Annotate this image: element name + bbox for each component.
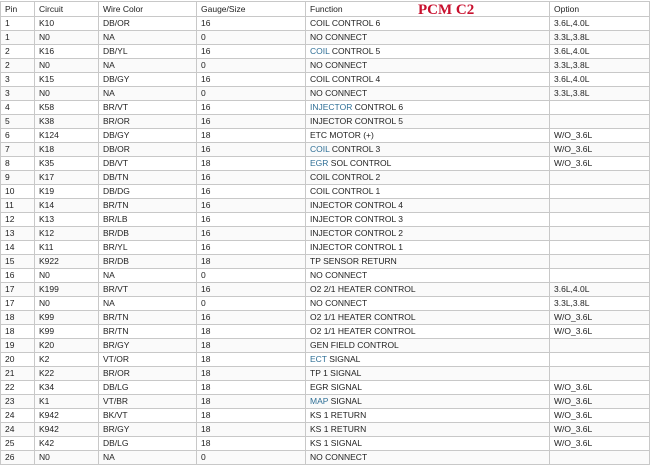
pin-cell: 24: [1, 409, 35, 423]
circuit-cell: K11: [35, 241, 99, 255]
circuit-cell: K19: [35, 185, 99, 199]
function-text: NO CONNECT: [310, 452, 368, 462]
function-text: O2 1/1 HEATER CONTROL: [310, 312, 416, 322]
gauge-cell: 16: [197, 213, 306, 227]
table-row: [1, 437, 650, 451]
function-cell: [306, 395, 550, 409]
circuit-cell: K99: [35, 311, 99, 325]
pin-cell: 5: [1, 115, 35, 129]
pin-cell: 3: [1, 87, 35, 101]
function-text: SIGNAL: [328, 396, 362, 406]
table-row: [1, 381, 650, 395]
option-cell: W/O_3.6L: [550, 423, 650, 437]
option-cell: [550, 199, 650, 213]
gauge-cell: 16: [197, 227, 306, 241]
function-text: NO CONNECT: [310, 298, 368, 308]
function-text: NO CONNECT: [310, 60, 368, 70]
function-text: CONTROL 5: [329, 46, 381, 56]
function-text: O2 2/1 HEATER CONTROL: [310, 284, 416, 294]
wire-color-cell: BK/VT: [99, 409, 197, 423]
pin-cell: 25: [1, 437, 35, 451]
function-text: ETC MOTOR (+): [310, 130, 374, 140]
function-cell: [306, 31, 550, 45]
circuit-cell: K58: [35, 101, 99, 115]
circuit-cell: K34: [35, 381, 99, 395]
function-text: KS 1 RETURN: [310, 424, 367, 434]
table-row: [1, 409, 650, 423]
function-text: CONTROL 3: [329, 144, 381, 154]
wire-color-cell: BR/TN: [99, 311, 197, 325]
pin-cell: 2: [1, 59, 35, 73]
circuit-cell: K13: [35, 213, 99, 227]
function-term-link[interactable]: INJECTOR: [310, 102, 353, 112]
table-row: [1, 45, 650, 59]
gauge-cell: 18: [197, 157, 306, 171]
circuit-cell: K35: [35, 157, 99, 171]
table-row: [1, 115, 650, 129]
header-gauge-size: Gauge/Size: [197, 2, 306, 17]
function-term-link[interactable]: MAP: [310, 396, 329, 406]
pin-cell: 22: [1, 381, 35, 395]
function-text: COIL CONTROL 1: [310, 186, 381, 196]
circuit-cell: N0: [35, 59, 99, 73]
function-text: INJECTOR CONTROL 3: [310, 214, 404, 224]
table-row: [1, 171, 650, 185]
function-cell: [306, 129, 550, 143]
circuit-cell: K99: [35, 325, 99, 339]
pin-cell: 18: [1, 311, 35, 325]
option-cell: W/O_3.6L: [550, 395, 650, 409]
circuit-cell: K12: [35, 227, 99, 241]
function-cell: [306, 255, 550, 269]
gauge-cell: 0: [197, 31, 306, 45]
function-cell: [306, 171, 550, 185]
table-row: [1, 423, 650, 437]
circuit-cell: K17: [35, 171, 99, 185]
function-cell: [306, 409, 550, 423]
function-cell: [306, 227, 550, 241]
function-text: KS 1 RETURN: [310, 410, 367, 420]
table-row: [1, 17, 650, 31]
wire-color-cell: BR/GY: [99, 423, 197, 437]
circuit-cell: N0: [35, 297, 99, 311]
gauge-cell: 16: [197, 115, 306, 129]
pin-cell: 20: [1, 353, 35, 367]
function-cell: [306, 157, 550, 171]
circuit-cell: N0: [35, 451, 99, 465]
gauge-cell: 16: [197, 73, 306, 87]
function-cell: [306, 283, 550, 297]
circuit-cell: K124: [35, 129, 99, 143]
option-cell: 3.6L,4.0L: [550, 45, 650, 59]
wire-color-cell: BR/VT: [99, 283, 197, 297]
gauge-cell: 18: [197, 423, 306, 437]
wire-color-cell: DB/GY: [99, 73, 197, 87]
gauge-cell: 18: [197, 381, 306, 395]
gauge-cell: 0: [197, 269, 306, 283]
gauge-cell: 18: [197, 129, 306, 143]
pin-cell: 11: [1, 199, 35, 213]
option-cell: W/O_3.6L: [550, 437, 650, 451]
function-text: TP SENSOR RETURN: [310, 256, 397, 266]
pin-cell: 7: [1, 143, 35, 157]
function-text: O2 1/1 HEATER CONTROL: [310, 326, 416, 336]
header-function: Function: [306, 2, 550, 17]
function-cell: [306, 115, 550, 129]
pin-cell: 3: [1, 73, 35, 87]
gauge-cell: 16: [197, 283, 306, 297]
function-cell: [306, 143, 550, 157]
function-cell: [306, 45, 550, 59]
table-row: [1, 255, 650, 269]
option-cell: 3.6L,4.0L: [550, 73, 650, 87]
pin-cell: 19: [1, 339, 35, 353]
table-body: [1, 17, 650, 465]
circuit-cell: K10: [35, 17, 99, 31]
option-cell: W/O_3.6L: [550, 129, 650, 143]
header-row: [1, 2, 650, 17]
wire-color-cell: BR/VT: [99, 101, 197, 115]
wire-color-cell: NA: [99, 297, 197, 311]
pin-cell: 1: [1, 31, 35, 45]
table-row: [1, 185, 650, 199]
option-cell: [550, 269, 650, 283]
function-cell: [306, 199, 550, 213]
circuit-cell: K15: [35, 73, 99, 87]
circuit-cell: K2: [35, 353, 99, 367]
document-title: PCM C2: [418, 2, 475, 18]
circuit-cell: N0: [35, 269, 99, 283]
circuit-cell: K20: [35, 339, 99, 353]
wire-color-cell: BR/GY: [99, 339, 197, 353]
pin-cell: 16: [1, 269, 35, 283]
wire-color-cell: VT/BR: [99, 395, 197, 409]
gauge-cell: 16: [197, 17, 306, 31]
wire-color-cell: NA: [99, 269, 197, 283]
wire-color-cell: BR/DB: [99, 227, 197, 241]
function-cell: [306, 73, 550, 87]
function-cell: [306, 213, 550, 227]
function-text: NO CONNECT: [310, 88, 368, 98]
gauge-cell: 18: [197, 353, 306, 367]
circuit-cell: K14: [35, 199, 99, 213]
circuit-cell: K942: [35, 423, 99, 437]
gauge-cell: 16: [197, 101, 306, 115]
option-cell: [550, 171, 650, 185]
wire-color-cell: DB/LG: [99, 437, 197, 451]
function-text: INJECTOR CONTROL 5: [310, 116, 404, 126]
pin-cell: 4: [1, 101, 35, 115]
gauge-cell: 0: [197, 59, 306, 73]
function-term-link[interactable]: COIL: [310, 144, 330, 154]
table-row: [1, 311, 650, 325]
gauge-cell: 18: [197, 395, 306, 409]
option-cell: [550, 353, 650, 367]
function-cell: [306, 325, 550, 339]
wire-color-cell: DB/GY: [99, 129, 197, 143]
function-text: KS 1 SIGNAL: [310, 438, 362, 448]
option-cell: 3.3L,3.8L: [550, 59, 650, 73]
function-term-link[interactable]: COIL: [310, 46, 330, 56]
option-cell: [550, 227, 650, 241]
pin-cell: 26: [1, 451, 35, 465]
circuit-cell: K922: [35, 255, 99, 269]
pin-cell: 9: [1, 171, 35, 185]
wire-color-cell: DB/OR: [99, 143, 197, 157]
gauge-cell: 16: [197, 199, 306, 213]
circuit-cell: N0: [35, 31, 99, 45]
gauge-cell: 18: [197, 339, 306, 353]
table-row: [1, 73, 650, 87]
wire-color-cell: NA: [99, 31, 197, 45]
function-cell: [306, 451, 550, 465]
gauge-cell: 18: [197, 255, 306, 269]
pin-cell: 13: [1, 227, 35, 241]
circuit-cell: K22: [35, 367, 99, 381]
function-text: NO CONNECT: [310, 32, 368, 42]
option-cell: W/O_3.6L: [550, 325, 650, 339]
wire-color-cell: NA: [99, 87, 197, 101]
table-row: [1, 325, 650, 339]
table-row: [1, 269, 650, 283]
pin-cell: 14: [1, 241, 35, 255]
table-row: [1, 31, 650, 45]
function-term-link[interactable]: ECT: [310, 354, 327, 364]
wire-color-cell: BR/TN: [99, 199, 197, 213]
function-cell: [306, 297, 550, 311]
function-text: INJECTOR CONTROL 1: [310, 242, 404, 252]
table-row: [1, 339, 650, 353]
gauge-cell: 18: [197, 437, 306, 451]
pin-cell: 2: [1, 45, 35, 59]
circuit-cell: K42: [35, 437, 99, 451]
table-row: [1, 353, 650, 367]
wire-color-cell: DB/DG: [99, 185, 197, 199]
table-row: [1, 157, 650, 171]
gauge-cell: 18: [197, 367, 306, 381]
function-text: COIL CONTROL 2: [310, 172, 381, 182]
function-cell: [306, 423, 550, 437]
wire-color-cell: BR/TN: [99, 325, 197, 339]
option-cell: [550, 339, 650, 353]
function-cell: [306, 311, 550, 325]
table-row: [1, 101, 650, 115]
wire-color-cell: DB/TN: [99, 171, 197, 185]
function-cell: [306, 381, 550, 395]
gauge-cell: 18: [197, 409, 306, 423]
pin-cell: 6: [1, 129, 35, 143]
function-text: SOL CONTROL: [328, 158, 392, 168]
pinout-table: [0, 1, 650, 465]
function-text: TP 1 SIGNAL: [310, 368, 362, 378]
wire-color-cell: BR/OR: [99, 115, 197, 129]
table-row: [1, 129, 650, 143]
circuit-cell: K38: [35, 115, 99, 129]
table-row: [1, 59, 650, 73]
table-row: [1, 283, 650, 297]
function-cell: [306, 437, 550, 451]
option-cell: W/O_3.6L: [550, 157, 650, 171]
option-cell: [550, 367, 650, 381]
option-cell: W/O_3.6L: [550, 311, 650, 325]
option-cell: W/O_3.6L: [550, 143, 650, 157]
table-row: [1, 241, 650, 255]
function-term-link[interactable]: EGR: [310, 158, 329, 168]
header-option: Option: [550, 2, 650, 17]
table-row: [1, 451, 650, 465]
gauge-cell: 16: [197, 143, 306, 157]
wire-color-cell: NA: [99, 59, 197, 73]
option-cell: [550, 213, 650, 227]
wire-color-cell: DB/YL: [99, 45, 197, 59]
gauge-cell: 0: [197, 87, 306, 101]
table-row: [1, 199, 650, 213]
gauge-cell: 16: [197, 311, 306, 325]
option-cell: W/O_3.6L: [550, 409, 650, 423]
pin-cell: 8: [1, 157, 35, 171]
circuit-cell: K16: [35, 45, 99, 59]
gauge-cell: 16: [197, 45, 306, 59]
wire-color-cell: DB/LG: [99, 381, 197, 395]
function-text: INJECTOR CONTROL 4: [310, 200, 404, 210]
pin-cell: 17: [1, 297, 35, 311]
wire-color-cell: BR/YL: [99, 241, 197, 255]
table-row: [1, 143, 650, 157]
circuit-cell: K18: [35, 143, 99, 157]
wire-color-cell: DB/VT: [99, 157, 197, 171]
pin-cell: 10: [1, 185, 35, 199]
function-cell: [306, 367, 550, 381]
header-circuit: Circuit: [35, 2, 99, 17]
gauge-cell: 0: [197, 451, 306, 465]
wire-color-cell: DB/OR: [99, 17, 197, 31]
gauge-cell: 16: [197, 171, 306, 185]
gauge-cell: 0: [197, 297, 306, 311]
circuit-cell: K1: [35, 395, 99, 409]
option-cell: 3.3L,3.8L: [550, 31, 650, 45]
option-cell: 3.3L,3.8L: [550, 297, 650, 311]
pin-cell: 1: [1, 17, 35, 31]
function-text: GEN FIELD CONTROL: [310, 340, 399, 350]
option-cell: 3.6L,4.0L: [550, 283, 650, 297]
pin-cell: 17: [1, 283, 35, 297]
function-text: COIL CONTROL 6: [310, 18, 381, 28]
function-cell: [306, 339, 550, 353]
pin-cell: 12: [1, 213, 35, 227]
header-wire-color: Wire Color: [99, 2, 197, 17]
function-text: NO CONNECT: [310, 270, 368, 280]
wire-color-cell: BR/LB: [99, 213, 197, 227]
wire-color-cell: VT/OR: [99, 353, 197, 367]
option-cell: [550, 241, 650, 255]
pin-cell: 24: [1, 423, 35, 437]
option-cell: [550, 451, 650, 465]
wire-color-cell: BR/DB: [99, 255, 197, 269]
function-cell: [306, 59, 550, 73]
option-cell: [550, 115, 650, 129]
option-cell: W/O_3.6L: [550, 381, 650, 395]
circuit-cell: N0: [35, 87, 99, 101]
function-cell: [306, 353, 550, 367]
table-row: [1, 395, 650, 409]
option-cell: [550, 101, 650, 115]
table-row: [1, 367, 650, 381]
gauge-cell: 16: [197, 185, 306, 199]
gauge-cell: 16: [197, 241, 306, 255]
option-cell: 3.3L,3.8L: [550, 87, 650, 101]
pin-cell: 15: [1, 255, 35, 269]
table-row: [1, 87, 650, 101]
option-cell: [550, 255, 650, 269]
function-cell: [306, 269, 550, 283]
circuit-cell: K199: [35, 283, 99, 297]
header-pin: Pin: [1, 2, 35, 17]
function-cell: [306, 87, 550, 101]
table-row: [1, 297, 650, 311]
wire-color-cell: BR/OR: [99, 367, 197, 381]
function-cell: [306, 101, 550, 115]
function-cell: [306, 185, 550, 199]
circuit-cell: K942: [35, 409, 99, 423]
gauge-cell: 18: [197, 325, 306, 339]
function-text: EGR SIGNAL: [310, 382, 362, 392]
wire-color-cell: NA: [99, 451, 197, 465]
option-cell: [550, 185, 650, 199]
function-text: CONTROL 6: [352, 102, 404, 112]
option-cell: 3.6L,4.0L: [550, 17, 650, 31]
function-text: INJECTOR CONTROL 2: [310, 228, 404, 238]
pin-cell: 21: [1, 367, 35, 381]
table-row: [1, 227, 650, 241]
function-cell: [306, 241, 550, 255]
pin-cell: 18: [1, 325, 35, 339]
function-text: SIGNAL: [326, 354, 361, 364]
table-row: [1, 213, 650, 227]
pin-cell: 23: [1, 395, 35, 409]
function-text: COIL CONTROL 4: [310, 74, 381, 84]
